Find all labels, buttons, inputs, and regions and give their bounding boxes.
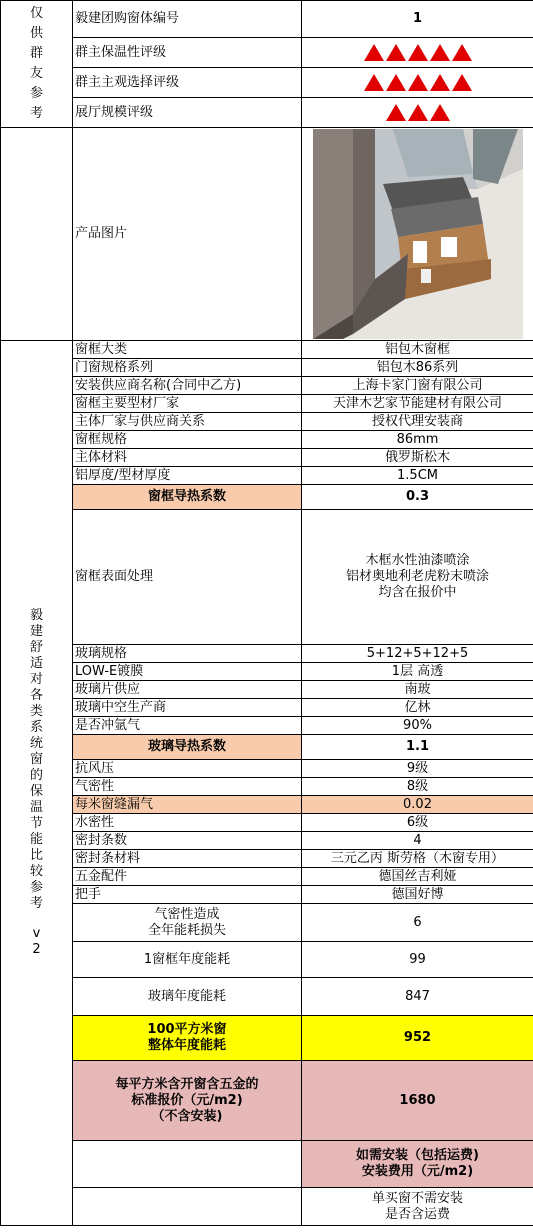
rating-subjective — [302, 68, 533, 98]
spec-label: 把手 — [73, 886, 302, 904]
spec-label: 是否冲氩气 — [73, 717, 302, 735]
spec-label: 窗框大类 — [73, 341, 302, 359]
triangle-icon — [386, 44, 406, 61]
surface-value: 木框水性油漆喷涂 铝材奥地利老虎粉末喷涂 均含在报价中 — [302, 510, 533, 645]
frame-energy-label: 1窗框年度能耗 — [73, 942, 302, 978]
spec-label: 气密性 — [73, 778, 302, 796]
triangle-icon — [408, 74, 428, 91]
side-note-middle: 毅建舒适对各类系统窗的保温节能比较参考 v2 — [1, 341, 73, 1226]
air-loss-value: 6 — [302, 904, 533, 942]
spec-value: 授权代理安装商 — [302, 413, 533, 431]
frame-u-label: 窗框导热系数 — [73, 485, 302, 510]
triangle-icon — [364, 74, 384, 91]
spec-value: 1.5CM — [302, 467, 533, 485]
frame-u-value: 0.3 — [302, 485, 533, 510]
glass-energy-value: 847 — [302, 978, 533, 1016]
spec-value: 9级 — [302, 760, 533, 778]
spec-value: 86mm — [302, 431, 533, 449]
rating-showroom — [302, 98, 533, 128]
spec-value: 铝包木窗框 — [302, 341, 533, 359]
rating-insulation — [302, 38, 533, 68]
triangle-icon — [408, 44, 428, 61]
spec-value: 德国丝吉利娅 — [302, 868, 533, 886]
spec-value: 南玻 — [302, 681, 533, 699]
spec-value: 1层 高透 — [302, 663, 533, 681]
window-number: 1 — [302, 1, 533, 38]
spec-value: 德国好博 — [302, 886, 533, 904]
spec-label: 抗风压 — [73, 760, 302, 778]
spec-value: 铝包木86系列 — [302, 359, 533, 377]
spec-value: 6级 — [302, 814, 533, 832]
spec-label: 主体厂家与供应商关系 — [73, 413, 302, 431]
glass-u-label: 玻璃导热系数 — [73, 735, 302, 760]
triangle-icon — [386, 74, 406, 91]
spec-label: 门窗规格系列 — [73, 359, 302, 377]
glass-u-value: 1.1 — [302, 735, 533, 760]
triangle-icon — [386, 104, 406, 121]
spec-value: 三元乙丙 斯劳格（木窗专用） — [302, 850, 533, 868]
triangle-icon — [452, 44, 472, 61]
spec-value: 上海卡家门窗有限公司 — [302, 377, 533, 395]
blank-cell — [73, 1188, 302, 1226]
spec-label: 窗框规格 — [73, 431, 302, 449]
triangle-icon — [408, 104, 428, 121]
shipping-label: 单买窗不需安装 是否含运费 — [302, 1188, 533, 1226]
product-image-label: 产品图片 — [73, 128, 302, 341]
triangle-icon — [430, 104, 450, 121]
window-profile-photo — [313, 129, 523, 339]
spec-label: 密封条材料 — [73, 850, 302, 868]
install-label: 如需安装（包括运费) 安装费用（元/m2) — [302, 1141, 533, 1188]
blank-cell — [1, 128, 73, 341]
spec-value: 0.02 — [302, 796, 533, 814]
spec-label: 玻璃规格 — [73, 645, 302, 663]
spec-label: 玻璃中空生产商 — [73, 699, 302, 717]
spec-label: 安装供应商名称(合同中乙方) — [73, 377, 302, 395]
title-label: 毅建团购窗体编号 — [73, 1, 302, 38]
frame-energy-value: 99 — [302, 942, 533, 978]
window-profile-illustration — [313, 129, 523, 339]
rating-label-subjective: 群主主观选择评级 — [73, 68, 302, 98]
side-note-top: 仅供群友参考 — [1, 1, 73, 128]
total-energy-label: 100平方米窗 整体年度能耗 — [73, 1016, 302, 1061]
spec-label: 窗框表面处理 — [73, 510, 302, 645]
spec-label: 铝厚度/型材厚度 — [73, 467, 302, 485]
spec-value: 4 — [302, 832, 533, 850]
triangle-icon — [430, 44, 450, 61]
spec-label: LOW-E镀膜 — [73, 663, 302, 681]
spec-value: 8级 — [302, 778, 533, 796]
spec-value: 90% — [302, 717, 533, 735]
blank-cell — [73, 1141, 302, 1188]
spec-label: 五金配件 — [73, 868, 302, 886]
spec-value: 俄罗斯松木 — [302, 449, 533, 467]
spec-label: 主体材料 — [73, 449, 302, 467]
price-value: 1680 — [302, 1061, 533, 1141]
spec-label: 每米窗缝漏气 — [73, 796, 302, 814]
spec-label: 玻璃片供应 — [73, 681, 302, 699]
triangle-icon — [452, 74, 472, 91]
product-image — [302, 128, 533, 341]
spec-value: 天津木艺家节能建材有限公司 — [302, 395, 533, 413]
spec-value: 5+12+5+12+5 — [302, 645, 533, 663]
spec-label: 密封条数 — [73, 832, 302, 850]
spec-label: 水密性 — [73, 814, 302, 832]
glass-energy-label: 玻璃年度能耗 — [73, 978, 302, 1016]
triangle-icon — [364, 44, 384, 61]
rating-label-showroom: 展厅规模评级 — [73, 98, 302, 128]
triangle-icon — [430, 74, 450, 91]
air-loss-label: 气密性造成 全年能耗损失 — [73, 904, 302, 942]
rating-label-insulation: 群主保温性评级 — [73, 38, 302, 68]
spec-label: 窗框主要型材厂家 — [73, 395, 302, 413]
spec-value: 亿林 — [302, 699, 533, 717]
total-energy-value: 952 — [302, 1016, 533, 1061]
price-label: 每平方米含开窗含五金的 标准报价（元/m2) （不含安装) — [73, 1061, 302, 1141]
